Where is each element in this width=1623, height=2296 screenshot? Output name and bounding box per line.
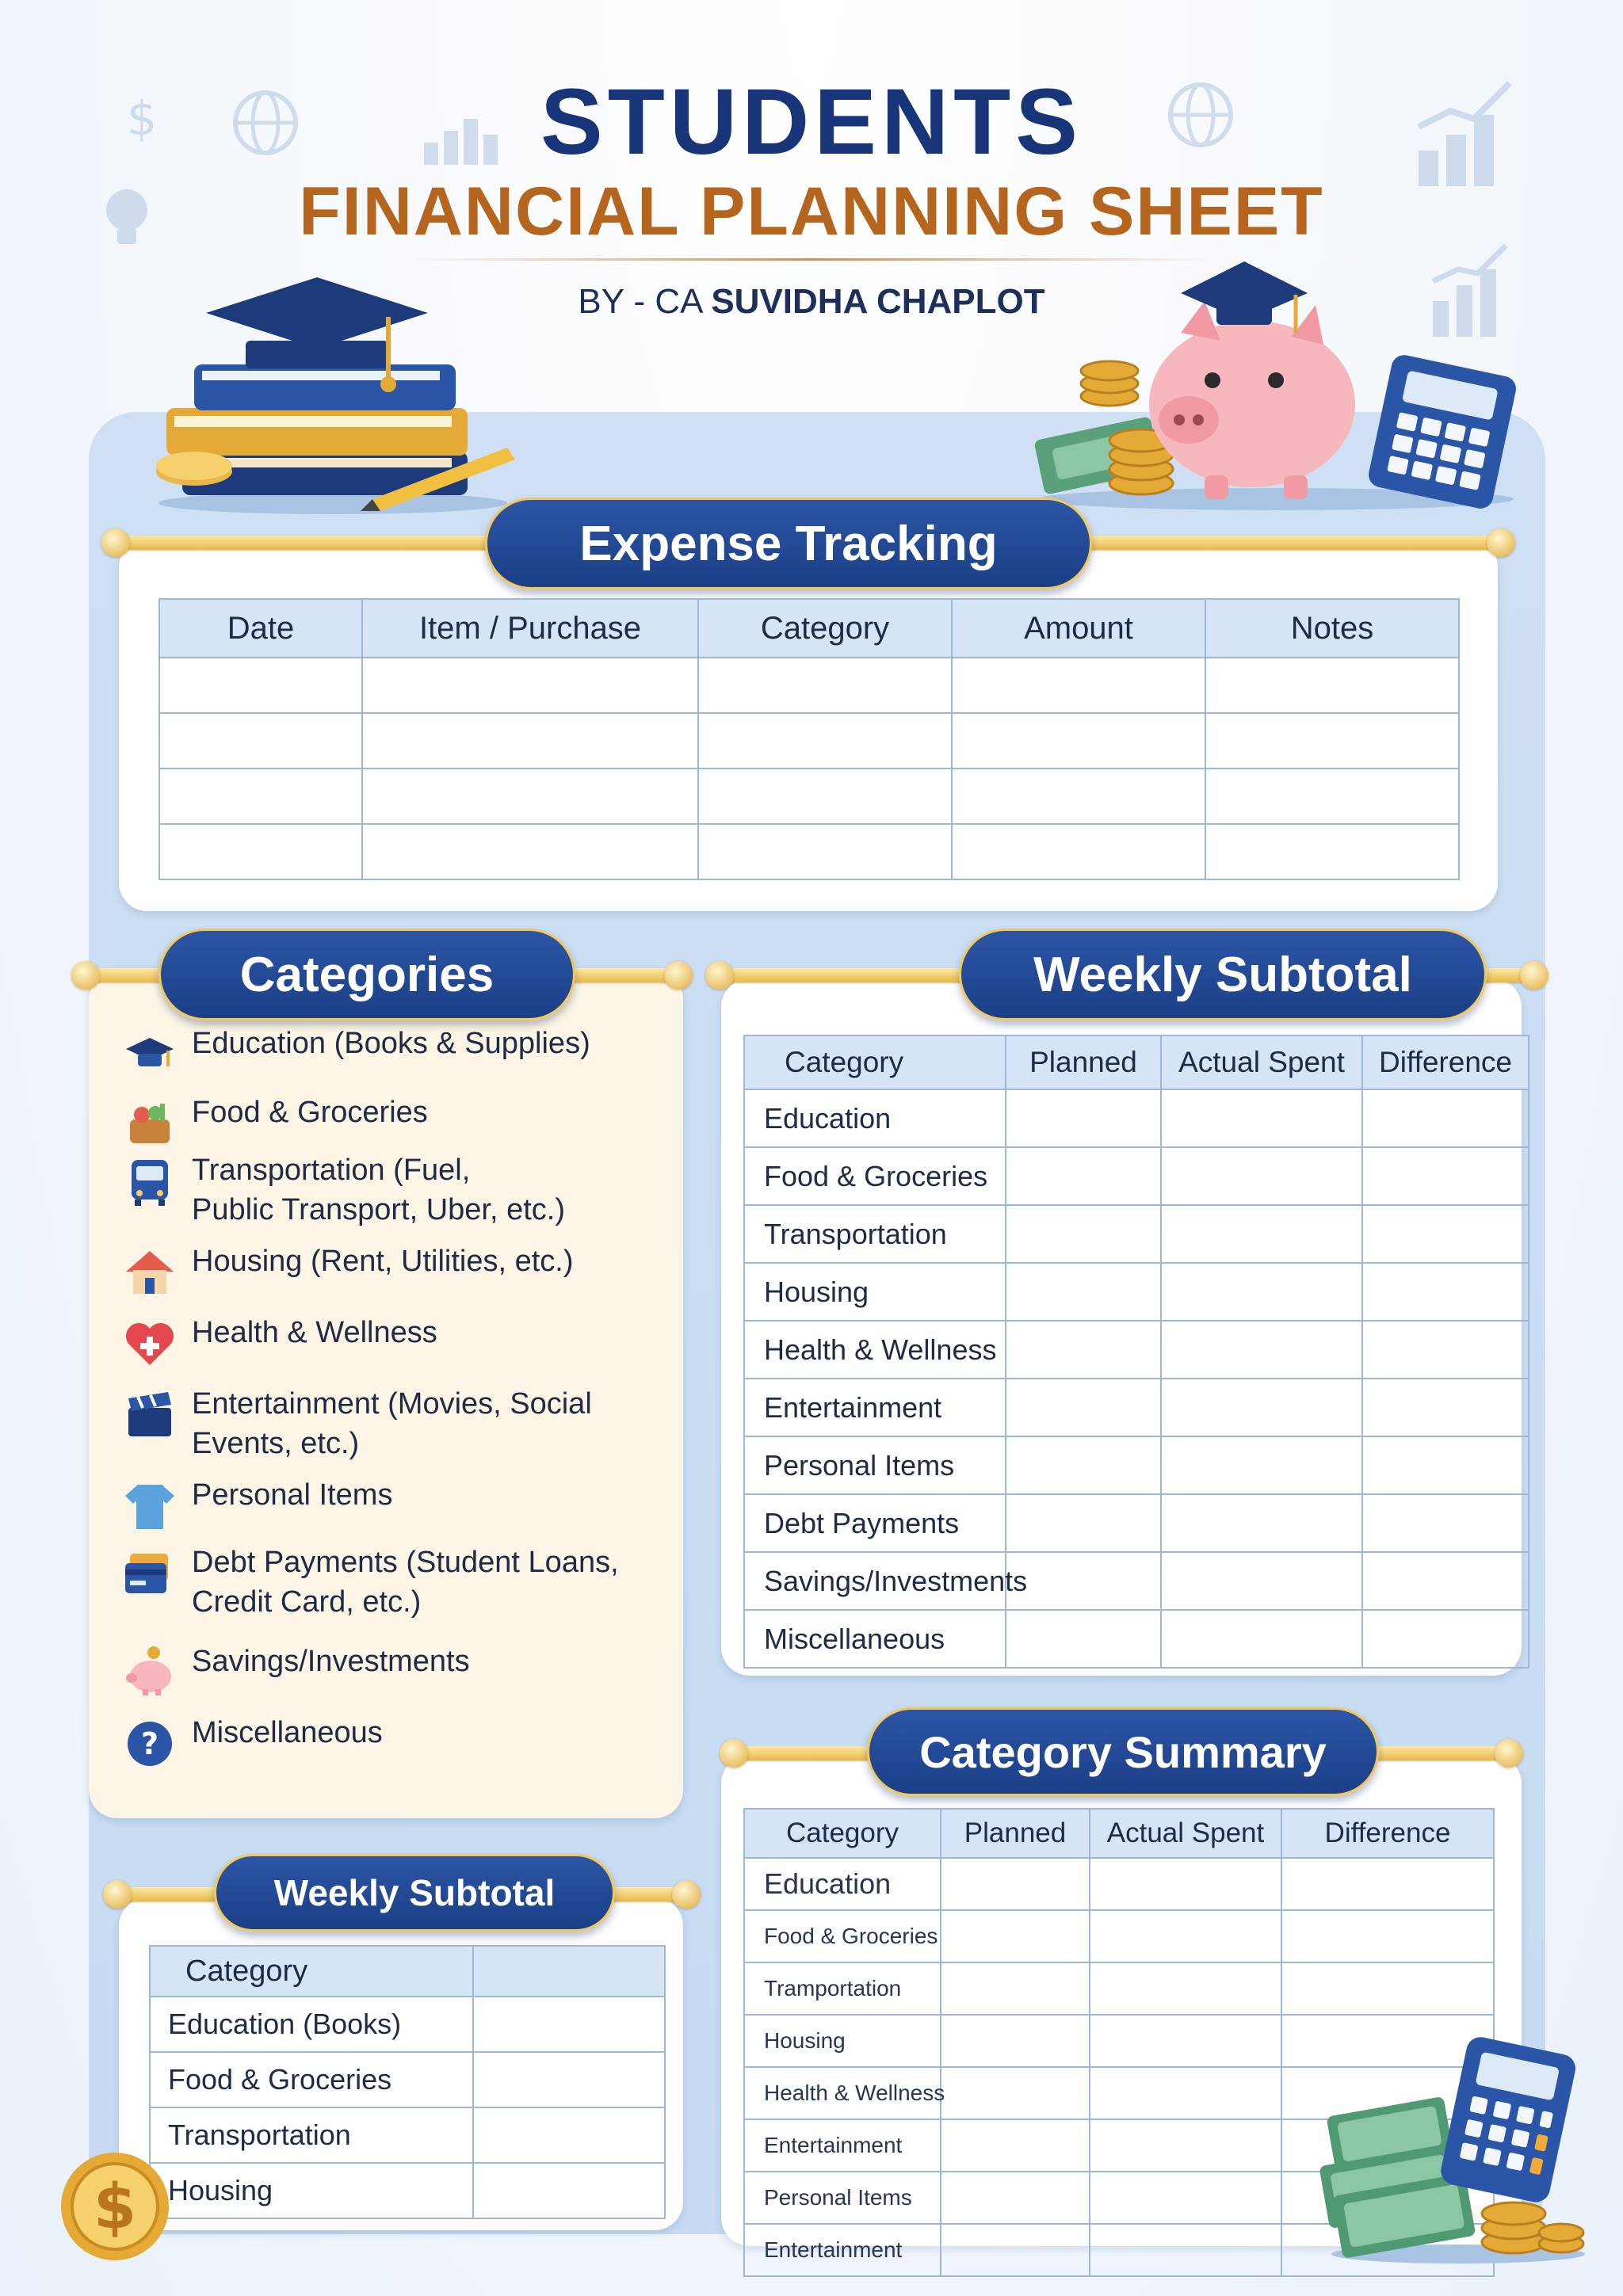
entry-cell[interactable] — [362, 824, 698, 879]
byline-prefix: BY - CA — [578, 282, 712, 321]
entry-cell[interactable] — [159, 824, 362, 879]
row-category: Food & Groceries — [744, 1147, 1006, 1205]
row-category: Debt Payments — [744, 1494, 1006, 1552]
table-row — [159, 658, 1459, 713]
row-category: Education (Books) — [150, 1997, 473, 2052]
entry-cell[interactable] — [1090, 1858, 1281, 1910]
category-item — [119, 1384, 592, 1463]
row-category: Education — [744, 1089, 1006, 1147]
table-row — [150, 1997, 665, 2052]
table-row — [744, 1205, 1529, 1263]
weekly-subtotal-right-table — [743, 1035, 1529, 1669]
books-graduation-cap-icon — [135, 269, 531, 515]
entry-cell[interactable] — [1090, 2067, 1281, 2119]
entry-cell[interactable] — [1161, 1205, 1362, 1263]
entry-cell[interactable] — [1006, 1205, 1161, 1263]
table-row — [744, 1321, 1529, 1379]
entry-cell[interactable] — [1205, 824, 1459, 879]
entry-cell[interactable] — [1362, 1263, 1529, 1321]
row-category: Housing — [744, 2015, 941, 2067]
category-item — [119, 1642, 470, 1703]
entry-cell[interactable] — [1362, 1494, 1529, 1552]
page-subtitle: FINANCIAL PLANNING SHEET — [299, 174, 1324, 250]
entry-cell[interactable] — [362, 658, 698, 713]
categories-title: Categories — [158, 929, 575, 1020]
entry-cell[interactable] — [698, 658, 952, 713]
column-header: Category — [744, 1035, 1006, 1089]
category-item — [119, 1024, 590, 1085]
column-header: Planned — [1006, 1035, 1161, 1089]
row-category: Transportation — [744, 1205, 1006, 1263]
weekly-right-header — [744, 1035, 1529, 1089]
column-header: Date — [159, 599, 362, 658]
author-name: SUVIDHA CHAPLOT — [711, 282, 1045, 321]
table-row — [744, 1263, 1529, 1321]
entry-cell[interactable] — [941, 1962, 1090, 2015]
entry-cell[interactable] — [952, 824, 1205, 879]
entry-cell[interactable] — [1362, 1379, 1529, 1436]
category-item — [119, 1713, 383, 1775]
row-category: Housing — [744, 1263, 1006, 1321]
entry-cell[interactable] — [1362, 1436, 1529, 1494]
dollar-coin-icon — [55, 2147, 174, 2266]
piggy-bank-coins-icon — [1022, 246, 1529, 515]
table-row — [744, 1379, 1529, 1436]
entry-cell[interactable] — [1161, 1494, 1362, 1552]
entry-cell[interactable] — [1161, 1379, 1362, 1436]
category-label-block — [192, 1024, 590, 1063]
entry-cell[interactable] — [941, 1910, 1090, 1962]
category-item — [119, 1475, 392, 1537]
table-row — [150, 2052, 665, 2107]
row-category: Entertainment — [744, 2119, 941, 2172]
entry-cell[interactable] — [1006, 1436, 1161, 1494]
entry-cell[interactable] — [1090, 2015, 1281, 2067]
weekly-subtotal-right-title: Weekly Subtotal — [959, 929, 1487, 1020]
entry-cell[interactable] — [473, 1997, 665, 2052]
entry-cell[interactable] — [1006, 1263, 1161, 1321]
category-label-block — [192, 1642, 470, 1681]
weekly-subtotal-left-table — [149, 1945, 666, 2219]
row-category: Health & Wellness — [744, 1321, 1006, 1379]
entry-cell[interactable] — [941, 2172, 1090, 2224]
category-label: Health & Wellness — [192, 1316, 437, 1349]
entry-cell[interactable] — [1362, 1147, 1529, 1205]
entry-cell[interactable] — [1362, 1205, 1529, 1263]
entry-cell[interactable] — [1006, 1494, 1161, 1552]
category-item — [119, 1150, 565, 1230]
category-label-block — [192, 1241, 574, 1281]
entry-cell[interactable] — [1205, 769, 1459, 824]
category-label-block — [192, 1384, 592, 1463]
category-label-block — [192, 1475, 392, 1515]
graduation-cap-icon — [119, 1024, 181, 1085]
question-icon — [119, 1713, 181, 1775]
svg-text:$: $ — [93, 2172, 137, 2243]
weekly-left-header — [150, 1946, 665, 1997]
category-detail: Events, etc.) — [192, 1427, 360, 1460]
column-header: Category — [698, 599, 952, 658]
entry-cell[interactable] — [1161, 1436, 1362, 1494]
expense-table — [158, 598, 1460, 880]
category-label: Housing (Rent, Utilities, etc.) — [192, 1245, 574, 1278]
category-label: Miscellaneous — [192, 1716, 383, 1749]
row-category: Tramportation — [744, 1962, 941, 2015]
tshirt-icon — [119, 1475, 181, 1537]
entry-cell[interactable] — [1281, 1858, 1494, 1910]
category-detail: Credit Card, etc.) — [192, 1585, 422, 1619]
row-category: Food & Groceries — [150, 2052, 473, 2107]
entry-cell[interactable] — [159, 713, 362, 769]
category-label: Debt Payments (Student Loans, — [192, 1546, 619, 1579]
table-row — [159, 769, 1459, 824]
bus-icon — [119, 1150, 181, 1212]
row-category: Health & Wellness — [744, 2067, 941, 2119]
entry-cell[interactable] — [1205, 713, 1459, 769]
table-row — [150, 2163, 665, 2218]
category-label: Savings/Investments — [192, 1645, 470, 1678]
table-row — [744, 1552, 1529, 1610]
entry-cell[interactable] — [1161, 1263, 1362, 1321]
entry-cell[interactable] — [1362, 1089, 1529, 1147]
entry-cell[interactable] — [1281, 1910, 1494, 1962]
row-category: Transportation — [150, 2107, 473, 2163]
credit-card-icon — [119, 1543, 181, 1604]
entry-cell[interactable] — [952, 658, 1205, 713]
category-label: Personal Items — [192, 1478, 393, 1512]
category-label-block — [192, 1543, 619, 1622]
entry-cell[interactable] — [1006, 1147, 1161, 1205]
entry-cell[interactable] — [1090, 2224, 1281, 2276]
table-row — [744, 1858, 1494, 1910]
entry-cell[interactable] — [1090, 1910, 1281, 1962]
entry-cell[interactable] — [698, 769, 952, 824]
category-label: Education (Books & Supplies) — [192, 1027, 590, 1060]
table-row — [744, 1962, 1494, 2015]
category-item — [119, 1313, 437, 1375]
svg-text:?: ? — [140, 1726, 159, 1761]
entry-cell[interactable] — [1090, 1962, 1281, 2015]
column-header: Difference — [1281, 1809, 1494, 1858]
entry-cell[interactable] — [1362, 1610, 1529, 1668]
row-category: Savings/Investments — [744, 1552, 1006, 1610]
entry-cell[interactable] — [1161, 1089, 1362, 1147]
row-category: Education — [744, 1858, 941, 1910]
entry-cell[interactable] — [941, 2119, 1090, 2172]
row-category: Housing — [150, 2163, 473, 2218]
row-category: Entertainment — [744, 1379, 1006, 1436]
entry-cell[interactable] — [1090, 2119, 1281, 2172]
entry-cell[interactable] — [1161, 1552, 1362, 1610]
entry-cell[interactable] — [473, 2052, 665, 2107]
category-label-block — [192, 1313, 437, 1352]
entry-cell[interactable] — [941, 2224, 1090, 2276]
row-category: Personal Items — [744, 1436, 1006, 1494]
heart-icon — [119, 1313, 181, 1375]
entry-cell[interactable] — [1205, 658, 1459, 713]
entry-cell[interactable] — [941, 2015, 1090, 2067]
entry-cell[interactable] — [941, 2067, 1090, 2119]
column-header: Category — [150, 1946, 473, 1997]
category-summary-title: Category Summary — [867, 1707, 1379, 1796]
clapperboard-icon — [119, 1384, 181, 1446]
table-row — [744, 1436, 1529, 1494]
entry-cell[interactable] — [159, 769, 362, 824]
column-header: Notes — [1205, 599, 1459, 658]
grocery-basket-icon — [119, 1093, 181, 1154]
entry-cell[interactable] — [159, 658, 362, 713]
category-item — [119, 1241, 574, 1303]
category-item — [119, 1543, 619, 1622]
category-item — [119, 1093, 428, 1154]
table-row — [744, 1089, 1529, 1147]
entry-cell[interactable] — [362, 713, 698, 769]
entry-cell[interactable] — [1006, 1610, 1161, 1668]
entry-cell[interactable] — [1161, 1321, 1362, 1379]
entry-cell[interactable] — [1006, 1321, 1161, 1379]
table-row — [744, 1910, 1494, 1962]
expense-tracking-title: Expense Tracking — [485, 498, 1092, 589]
category-label-block — [192, 1150, 565, 1230]
table-row — [159, 824, 1459, 879]
category-label: Transportation (Fuel, — [192, 1154, 471, 1187]
entry-cell[interactable] — [473, 2163, 665, 2218]
entry-cell[interactable] — [362, 769, 698, 824]
expense-table-header — [159, 599, 1459, 658]
money-calculator-icon — [1316, 2028, 1585, 2266]
house-icon — [119, 1241, 181, 1303]
category-label-block — [192, 1713, 383, 1753]
entry-cell[interactable] — [1161, 1147, 1362, 1205]
row-category: Miscellaneous — [744, 1610, 1006, 1668]
piggy-bank-icon — [119, 1642, 181, 1703]
entry-cell[interactable] — [952, 713, 1205, 769]
column-header: Item / Purchase — [362, 599, 698, 658]
table-row — [744, 1610, 1529, 1668]
table-row — [150, 2107, 665, 2163]
table-row — [159, 713, 1459, 769]
table-row — [744, 1494, 1529, 1552]
category-detail: Public Transport, Uber, etc.) — [192, 1193, 565, 1226]
entry-cell[interactable] — [941, 1858, 1090, 1910]
column-header: Category — [744, 1809, 941, 1858]
column-header: Planned — [941, 1809, 1090, 1858]
entry-cell[interactable] — [1006, 1379, 1161, 1436]
category-label: Food & Groceries — [192, 1096, 428, 1129]
category-label: Entertainment (Movies, Social — [192, 1387, 592, 1421]
table-row — [744, 1147, 1529, 1205]
column-header: Actual Spent — [1161, 1035, 1362, 1089]
svg-text:$: $ — [127, 91, 158, 147]
entry-cell[interactable] — [1362, 1321, 1529, 1379]
entry-cell[interactable] — [1281, 1962, 1494, 2015]
weekly-subtotal-left-title: Weekly Subtotal — [214, 1854, 615, 1932]
page-title: STUDENTS — [540, 70, 1083, 174]
column-header: Difference — [1362, 1035, 1529, 1089]
entry-cell[interactable] — [1362, 1552, 1529, 1610]
entry-cell[interactable] — [1090, 2172, 1281, 2224]
row-category: Entertainment — [744, 2224, 941, 2276]
entry-cell[interactable] — [1006, 1552, 1161, 1610]
column-header: Actual Spent — [1090, 1809, 1281, 1858]
summary-header — [744, 1809, 1494, 1858]
column-header — [473, 1946, 665, 1997]
entry-cell[interactable] — [952, 769, 1205, 824]
entry-cell[interactable] — [473, 2107, 665, 2163]
row-category: Food & Groceries — [744, 1910, 941, 1962]
column-header: Amount — [952, 599, 1205, 658]
category-label-block — [192, 1093, 428, 1132]
entry-cell[interactable] — [698, 713, 952, 769]
row-category: Personal Items — [744, 2172, 941, 2224]
entry-cell[interactable] — [1161, 1610, 1362, 1668]
entry-cell[interactable] — [698, 824, 952, 879]
entry-cell[interactable] — [1006, 1089, 1161, 1147]
